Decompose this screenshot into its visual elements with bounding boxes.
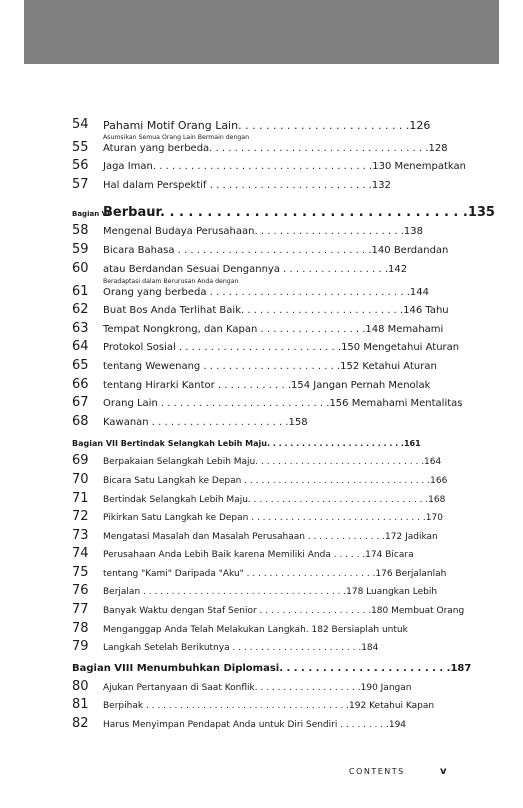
chapter-number: 71 [72,490,89,506]
section-title: Bagian VII Bertindak Selangkah Lebih Maju. . . . . . . . . . . . . . . . . . . . . . . .161 [72,438,421,448]
toc-entry [72,525,444,544]
toc-entry [72,637,444,656]
chapter-title: tentang Wewenang . . . . . . . . . . . . . . . . . . . . . .152 Ketahui Aturan [103,360,437,372]
chapter-number: 60 [72,260,89,276]
chapter-number: 75 [72,564,89,580]
chapter-number: 62 [72,302,89,318]
chapter-title-prefix: Asumsikan Semua Orang Lain Bermain dengan [103,133,250,141]
chapter-title: Hal dalam Perspektif . . . . . . . . . . . . . . . . . . . . . . . . . .132 [103,179,391,191]
part-label: Bagian VI [72,209,110,218]
chapter-title: Perusahaan Anda Lebih Baik karena Memiliki Anda . . . . . .174 Bicara [103,550,414,561]
toc-entry [72,393,463,412]
chapter-number: 65 [72,357,89,373]
chapter-number: 63 [72,320,89,336]
toc-entry [72,713,444,732]
chapter-number: 55 [72,139,89,155]
part-title: Berbaur. . . . . . . . . . . . . . . . . . . . . . . . . . . . . . . . .135 [103,204,495,220]
chapter-number: 81 [72,697,89,713]
toc-entry [72,676,444,695]
chapter-title: Berpakaian Selangkah Lebih Maju. . . . . . . . . . . . . . . . . . . . . . . . . . . . . .164 [103,457,442,468]
chapter-title: Orang yang berbeda . . . . . . . . . . . . . . . . . . . . . . . . . . . . . . . .144 [103,286,429,298]
chapter-number: 57 [72,176,89,192]
toc-entry [72,174,444,193]
chapter-title: Orang Lain . . . . . . . . . . . . . . . . . . . . . . . . . . .156 Memahami Mentalitas [103,398,463,410]
chapter-title: Pahami Motif Orang Lain. . . . . . . . . . . . . . . . . . . . . . . . .126 [103,118,431,132]
chapter-title: Ajukan Pertanyaan di Saat Konflik. . . . . . . . . . . . . . . . . . .190 Jangan [103,682,412,693]
toc-entry [72,451,444,470]
toc-entry [72,562,447,581]
toc-entry [72,581,444,600]
toc-entry [72,599,465,618]
chapter-title: Mengatasi Masalah dan Masalah Perusahaan . . . . . . . . . . . . . .172 Jadikan [103,531,438,542]
chapter-number: 74 [72,546,89,562]
chapter-title: Mengenal Budaya Perusahaan. . . . . . . . . . . . . . . . . . . . . . . .138 [103,226,423,238]
chapter-number: 77 [72,602,89,618]
chapter-number: 80 [72,678,89,694]
chapter-number: 76 [72,583,89,599]
chapter-number: 73 [72,527,89,543]
toc-entry [72,374,444,393]
toc-entry [72,258,444,277]
toc-entry [72,300,449,319]
chapter-title: Buat Bos Anda Terlihat Baik. . . . . . . . . . . . . . . . . . . . . . . . . .146 Tahu [103,305,449,317]
chapter-title: Banyak Waktu dengan Staf Senior . . . . . . . . . . . . . . . . . . . .180 Membuat Orang [103,606,465,617]
chapter-title: Harus Menyimpan Pendapat Anda untuk Diri Sendiri . . . . . . . . .194 [103,720,407,731]
toc-entry [72,469,448,488]
chapter-number: 54 [72,116,89,132]
chapter-title: Bicara Satu Langkah ke Depan . . . . . . . . . . . . . . . . . . . . . . . . . . . . . . . . .166 [103,475,448,486]
chapter-title: tentang "Kami" Daripada "Aku" . . . . . . . . . . . . . . . . . . . . . . .176 Berjalanlah [103,568,447,579]
chapter-number: 59 [72,241,89,257]
chapter-title-prefix: Beradaptasi dalam Berurusan Anda dengan [103,277,239,285]
toc-entry [72,544,444,563]
toc-entry [72,618,444,637]
chapter-number: 67 [72,395,89,411]
chapter-number: 64 [72,339,89,355]
toc-entry [72,221,444,240]
toc-entry [72,355,444,374]
chapter-title: Protokol Sosial . . . . . . . . . . . . . . . . . . . . . . . . . .150 Mengetahui Aturan [103,342,460,354]
chapter-title: Jaga Iman. . . . . . . . . . . . . . . . . . . . . . . . . . . . . . . . . . .130 Menempatkan [103,161,466,173]
chapter-title: atau Berdandan Sesuai Dengannya . . . . . . . . . . . . . . . . .142 [103,263,408,275]
toc-entry [72,695,444,714]
chapter-number: 68 [72,413,89,429]
toc-entry [72,318,444,337]
chapter-number: 56 [72,158,89,174]
section-heading [72,434,444,451]
toc-entry [72,488,444,507]
chapter-title: tentang Hirarki Kantor . . . . . . . . . . . .154 Jangan Pernah Menolak [103,379,431,391]
header-band [24,0,499,64]
section-title: Bagian VIII Menumbuhkan Diplomasi. . . . . . . . . . . . . . . . . . . . . . . .187 [72,663,472,675]
chapter-title: Berjalan . . . . . . . . . . . . . . . . . . . . . . . . . . . . . . . . . . . .178 Luangkan Lebih [103,587,438,598]
table-of-contents [72,114,495,732]
toc-entry [72,507,444,526]
toc-entry [72,114,444,133]
toc-entry [72,411,444,430]
chapter-number: 78 [72,620,89,636]
chapter-number: 69 [72,453,89,469]
chapter-title: Tempat Nongkrong, dan Kapan . . . . . . . . . . . . . . . . .148 Memahami [103,323,444,335]
section-heading [72,659,472,676]
chapter-title: Menganggap Anda Telah Melakukan Langkah. 182 Bersiaplah untuk [103,624,408,635]
chapter-number: 58 [72,223,89,239]
chapter-number: 72 [72,509,89,525]
chapter-title: Berpihak . . . . . . . . . . . . . . . . . . . . . . . . . . . . . . . . . . . .192 Ketahui Kapan [103,701,435,712]
chapter-number: 82 [72,716,89,732]
chapter-number: 79 [72,639,89,655]
toc-entry [72,277,444,300]
chapter-title: Bertindak Selangkah Lebih Maju. . . . . . . . . . . . . . . . . . . . . . . . . . . . . . . .168 [103,494,446,505]
chapter-title: Langkah Setelah Berikutnya . . . . . . . . . . . . . . . . . . . . . . .184 [103,643,379,654]
page-number: v [440,766,447,777]
toc-entry [72,133,448,156]
chapter-number: 70 [72,471,89,487]
part-heading [72,199,495,221]
toc-entry [72,337,460,356]
chapter-number: 66 [72,376,89,392]
toc-entry [72,156,466,175]
chapter-title: Kawanan . . . . . . . . . . . . . . . . . . . . . .158 [103,416,308,428]
chapter-title: Pikirkan Satu Langkah ke Depan . . . . . . . . . . . . . . . . . . . . . . . . . . . . . . .170 [103,513,443,524]
chapter-number: 61 [72,283,89,299]
chapter-title: Aturan yang berbeda. . . . . . . . . . . . . . . . . . . . . . . . . . . . . . . . . . .128 [103,142,448,154]
running-footer-label: CONTENTS [349,767,405,776]
toc-entry [72,239,449,258]
chapter-title: Bicara Bahasa . . . . . . . . . . . . . . . . . . . . . . . . . . . . . . .140 Berdandan [103,244,449,256]
